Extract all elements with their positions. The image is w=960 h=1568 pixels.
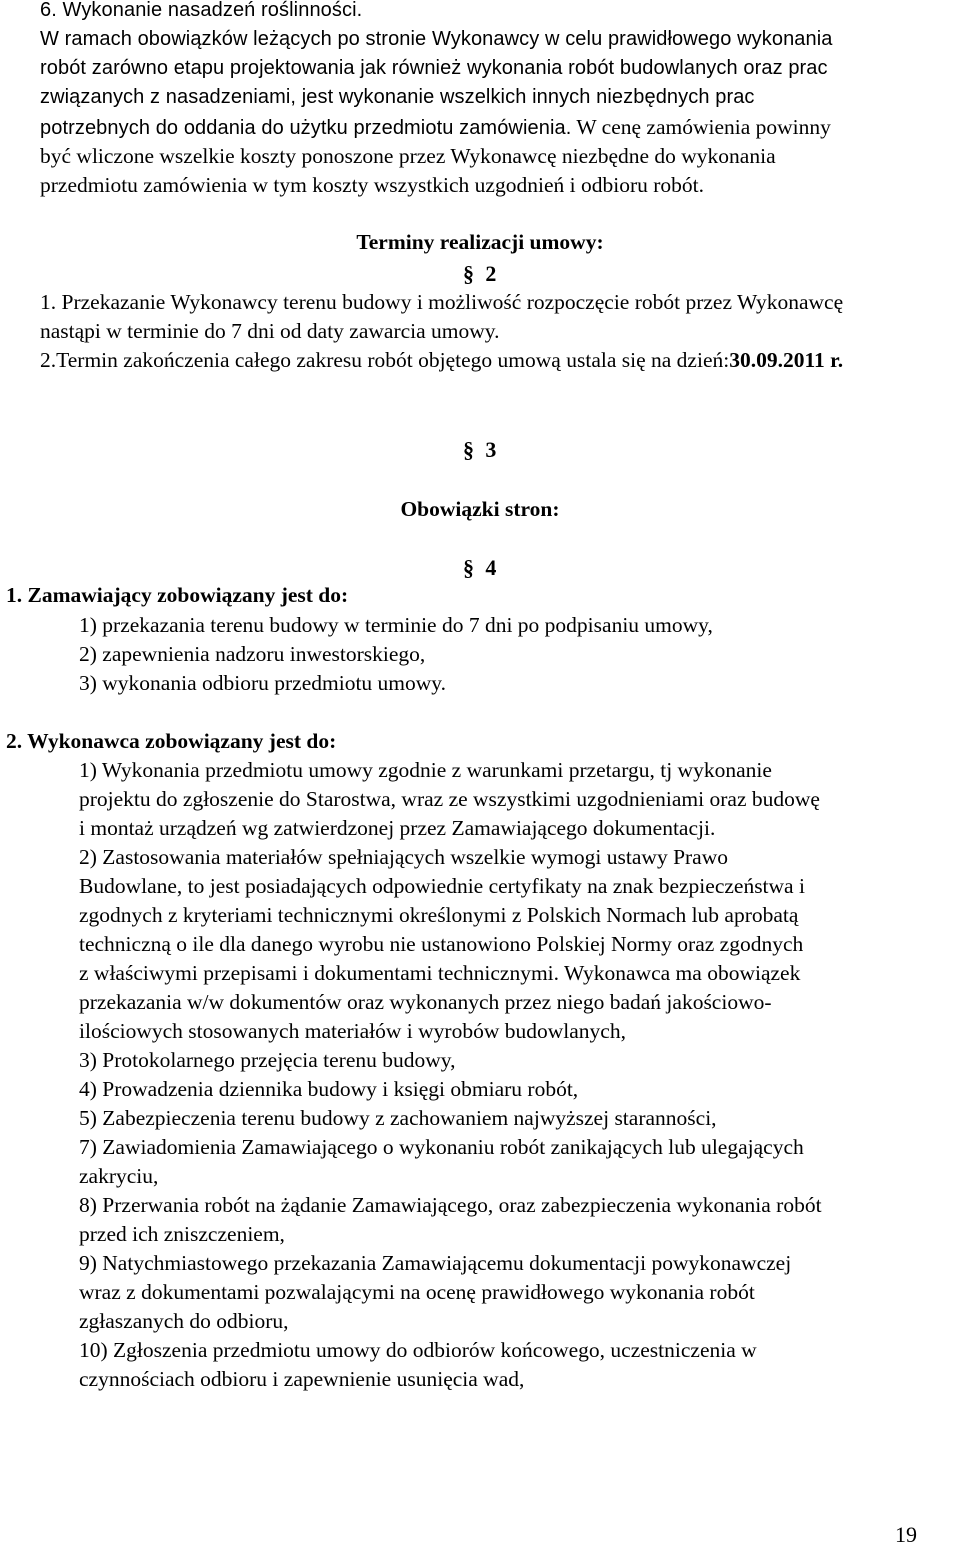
section-3-marker	[463, 435, 496, 465]
employer-item: 1) przekazania terenu budowy w terminie do 7 dni po podpisaniu umowy,	[79, 613, 713, 637]
contractor-line: z właściwymi przepisami i dokumentami technicznymi. Wykonawca ma obowiązek	[79, 961, 801, 985]
page-number: 19	[895, 1522, 917, 1547]
paragraph-symbol: §	[463, 555, 474, 580]
contractor-line: 2) Zastosowania materiałów spełniających wszelkie wymogi ustawy Prawo	[79, 845, 728, 869]
contractor-line: zgodnych z kryteriami technicznymi określonymi z Polskich Normach lub aprobatą	[79, 903, 799, 927]
section-2-marker	[463, 259, 496, 289]
terms-item-2-text: 2.Termin zakończenia całego zakresu robót objętego umową ustala się na dzień:	[40, 348, 730, 372]
contractor-line: przekazania w/w dokumentów oraz wykonanych przez niego badań jakościowo-	[79, 990, 772, 1014]
contractor-line: czynnościach odbioru i zapewnienie usunięcia wad,	[79, 1367, 525, 1391]
contractor-line: 10) Zgłoszenia przedmiotu umowy do odbiorów końcowego, uczestniczenia w	[79, 1338, 757, 1362]
contractor-line: Budowlane, to jest posiadających odpowiednie certyfikaty na znak bezpieczeństwa i	[79, 874, 805, 898]
paragraph-text-sans: potrzebnych do oddania do użytku przedmiotu zamówienia.	[40, 117, 572, 139]
section-number: 3	[485, 437, 497, 462]
terms-heading: Terminy realizacji umowy:	[356, 230, 604, 254]
contractor-line: wraz z dokumentami pozwalającymi na ocenę prawidłowego wykonania robót	[79, 1280, 755, 1304]
contractor-line: i montaż urządzeń wg zatwierdzonej przez Zamawiającego dokumentacji.	[79, 816, 716, 840]
contractor-line: 8) Przerwania robót na żądanie Zamawiającego, oraz zabezpieczenia wykonania robót	[79, 1193, 822, 1217]
paragraph-line: robót zarówno etapu projektowania jak również wykonania robót budowlanych oraz prac	[40, 57, 828, 79]
paragraph-text-serif: W cenę zamówienia powinny	[576, 115, 831, 139]
contractor-line: techniczną o ile dla danego wyrobu nie ustanowiono Polskiej Normy oraz zgodnych	[79, 932, 804, 956]
terms-item-1-line-1: 1. Przekazanie Wykonawcy terenu budowy i możliwość rozpoczęcie robót przez Wykonawcę	[40, 290, 844, 314]
section-number: 4	[485, 555, 497, 580]
section-number: 2	[485, 261, 497, 286]
contractor-line: zakryciu,	[79, 1164, 159, 1188]
contractor-line: 9) Natychmiastowego przekazania Zamawiającemu dokumentacji powykonawczej	[79, 1251, 792, 1275]
contractor-line: zgłaszanych do odbioru,	[79, 1309, 289, 1333]
completion-date: 30.09.2011 r.	[729, 348, 844, 372]
paragraph-line: być wliczone wszelkie koszty ponoszone przez Wykonawcę niezbędne do wykonania	[40, 144, 776, 168]
paragraph-line: przedmiotu zamówienia w tym koszty wszystkich uzgodnień i odbioru robót.	[40, 173, 704, 197]
contractor-line: ilościowych stosowanych materiałów i wyrobów budowlanych,	[79, 1019, 626, 1043]
section-4-marker	[463, 553, 496, 583]
paragraph-symbol: §	[463, 437, 474, 462]
contractor-line: przed ich zniszczeniem,	[79, 1222, 285, 1246]
contractor-line: 5) Zabezpieczenia terenu budowy z zachowaniem najwyższej staranności,	[79, 1106, 717, 1130]
employer-heading: 1. Zamawiający zobowiązany jest do:	[6, 583, 349, 607]
contractor-heading: 2. Wykonawca zobowiązany jest do:	[6, 729, 337, 753]
contractor-line: 7) Zawiadomienia Zamawiającego o wykonaniu robót zanikających lub ulegających	[79, 1135, 804, 1159]
paragraph-line: związanych z nasadzeniami, jest wykonanie wszelkich innych niezbędnych prac	[40, 86, 755, 108]
contractor-line: projektu do zgłoszenie do Starostwa, wraz ze wszystkimi uzgodnieniami oraz budowę	[79, 787, 820, 811]
terms-item-2	[40, 346, 843, 375]
contractor-line: 1) Wykonania przedmiotu umowy zgodnie z warunkami przetargu, tj wykonanie	[79, 758, 772, 782]
paragraph-symbol: §	[463, 261, 474, 286]
contractor-line: 4) Prowadzenia dziennika budowy i księgi obmiaru robót,	[79, 1077, 579, 1101]
obligations-heading: Obowiązki stron:	[400, 497, 560, 521]
section-heading: 6. Wykonanie nasadzeń roślinności.	[40, 0, 363, 21]
paragraph-line-mixed	[40, 113, 831, 143]
employer-item: 2) zapewnienia nadzoru inwestorskiego,	[79, 642, 426, 666]
contractor-line: 3) Protokolarnego przejęcia terenu budowy,	[79, 1048, 456, 1072]
paragraph-line: W ramach obowiązków leżących po stronie Wykonawcy w celu prawidłowego wykonania	[40, 28, 833, 50]
terms-item-1-line-2: nastąpi w terminie do 7 dni od daty zawarcia umowy.	[40, 319, 500, 343]
employer-item: 3) wykonania odbioru przedmiotu umowy.	[79, 671, 447, 695]
